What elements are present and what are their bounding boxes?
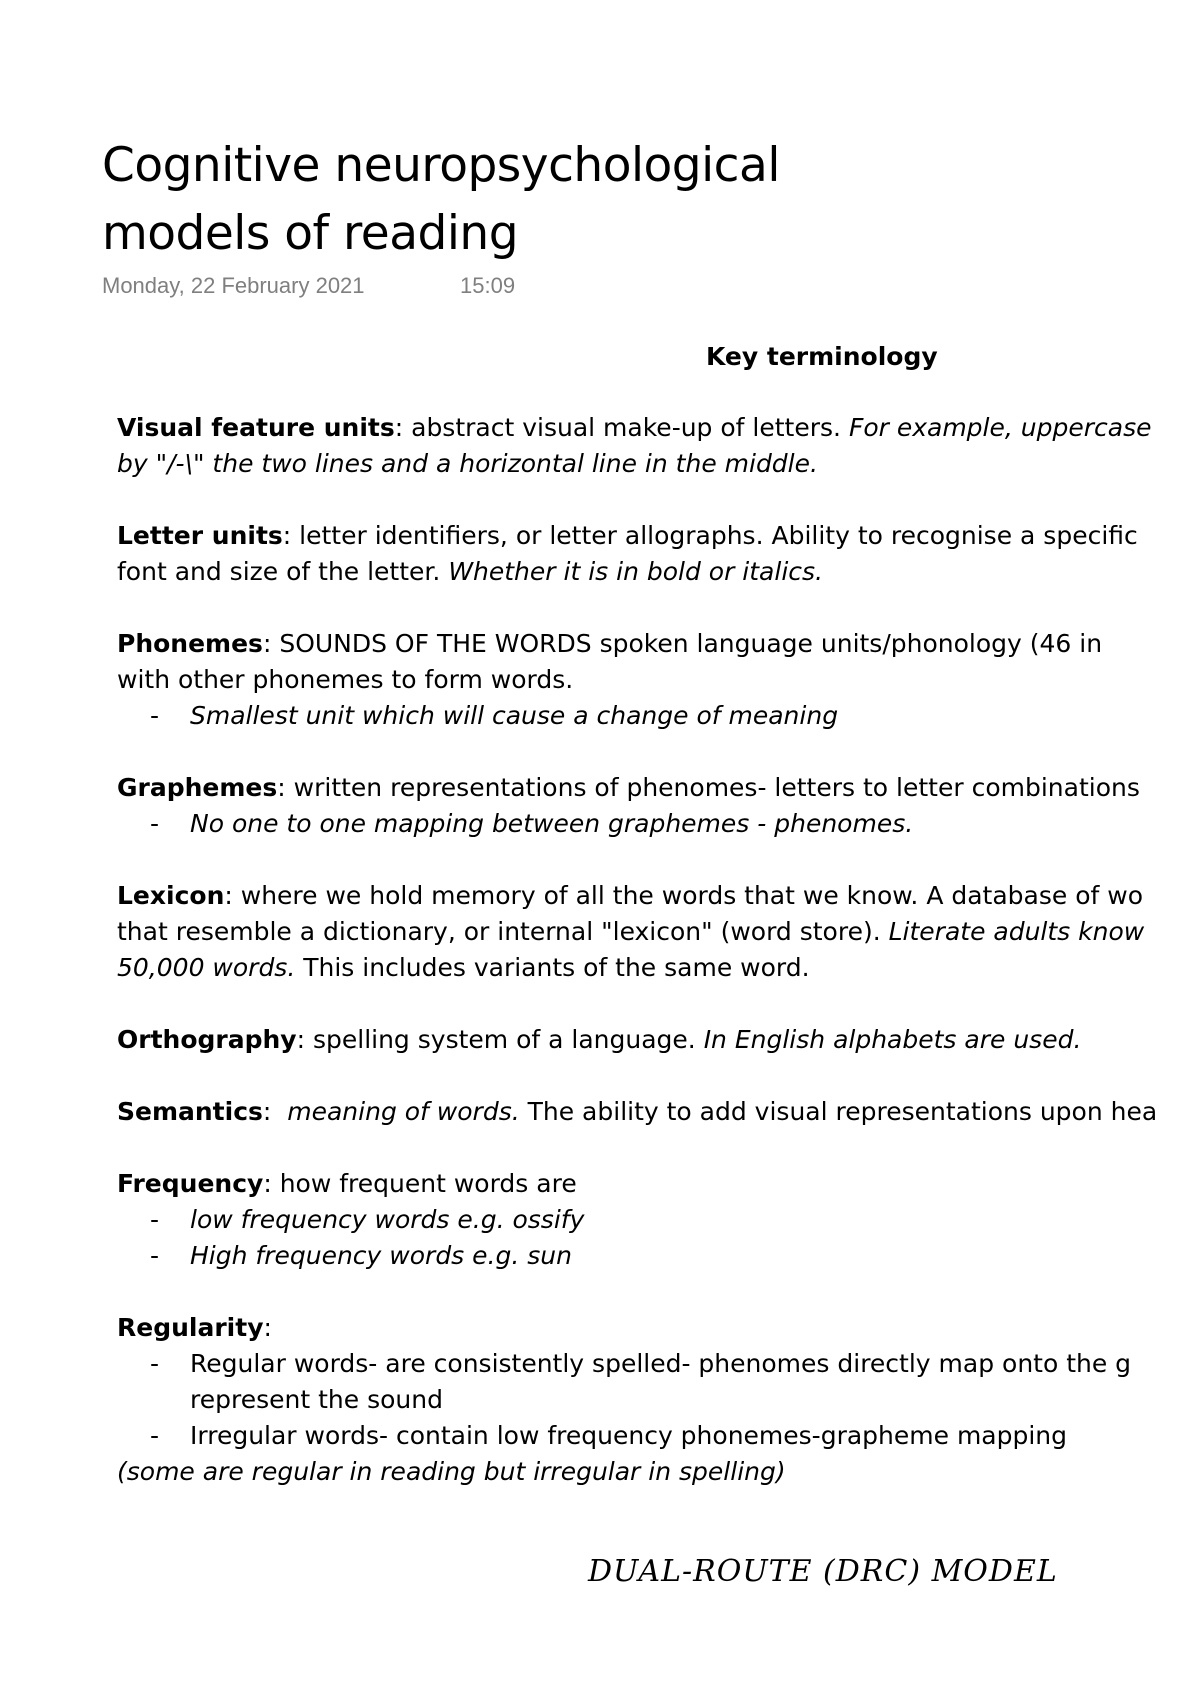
section-heading: Key terminology	[706, 342, 938, 371]
page-title	[102, 132, 1102, 268]
letter-units-line-2: font and size of the letter. Whether it is in bold or italics.	[117, 557, 823, 586]
term-phonemes: Phonemes	[117, 629, 263, 658]
regularity-bullet-irregular: Irregular words- contain low frequency phonemes-grapheme mapping	[190, 1421, 1068, 1450]
bullet-marker: -	[150, 701, 160, 730]
title-line-1: Cognitive neuropsychological	[102, 138, 780, 193]
title-line-2: models of reading	[102, 206, 519, 261]
regularity-bullet-regular: Regular words- are consistently spelled- phenomes directly map onto the g	[190, 1349, 1132, 1378]
lexicon-line-3: 50,000 words. This includes variants of the same word.	[117, 953, 810, 982]
frequency-line: Frequency: how frequent words are	[117, 1169, 577, 1198]
phonemes-bullet: Smallest unit which will cause a change of meaning	[190, 701, 839, 730]
bullet-marker: -	[150, 1241, 160, 1270]
graphemes-bullet: No one to one mapping between graphemes - phenomes.	[190, 809, 914, 838]
lexicon-line-1: Lexicon: where we hold memory of all the words that we know. A database of wo	[117, 881, 1144, 910]
frequency-bullet-low: low frequency words e.g. ossify	[190, 1205, 585, 1234]
orthography-line: Orthography: spelling system of a language. In English alphabets are used.	[117, 1025, 1082, 1054]
term-graphemes: Graphemes	[117, 773, 278, 802]
letter-units-line-1: Letter units: letter identifiers, or letter allographs. Ability to recognise a specific	[117, 521, 1138, 550]
note-time: 15:09	[460, 273, 516, 298]
term-frequency: Frequency	[117, 1169, 264, 1198]
term-orthography: Orthography	[117, 1025, 297, 1054]
bullet-marker: -	[150, 1421, 160, 1450]
visual-feature-line-1: Visual feature units: abstract visual make-up of letters. For example, uppercase	[117, 413, 1152, 442]
term-semantics: Semantics	[117, 1097, 263, 1126]
regularity-line: Regularity:	[117, 1313, 272, 1342]
graphemes-line-1: Graphemes: written representations of phenomes- letters to letter combinations	[117, 773, 1140, 802]
bullet-marker: -	[150, 809, 160, 838]
regularity-bullet-regular-cont: represent the sound	[190, 1385, 443, 1414]
phonemes-line-1: Phonemes: SOUNDS OF THE WORDS spoken language units/phonology (46 in	[117, 629, 1103, 658]
bullet-marker: -	[150, 1205, 160, 1234]
lexicon-line-2: that resemble a dictionary, or internal "lexicon" (word store). Literate adults know	[117, 917, 1145, 946]
visual-feature-line-2: by "/-\" the two lines and a horizontal line in the middle.	[117, 449, 818, 478]
term-regularity: Regularity	[117, 1313, 264, 1342]
next-section-heading: DUAL-ROUTE (DRC) MODEL	[588, 1554, 1058, 1589]
term-lexicon: Lexicon	[117, 881, 225, 910]
term-visual-feature-units: Visual feature units	[117, 413, 395, 442]
regularity-note: (some are regular in reading but irregular in spelling)	[117, 1457, 786, 1486]
frequency-bullet-high: High frequency words e.g. sun	[190, 1241, 572, 1270]
phonemes-line-2: with other phonemes to form words.	[117, 665, 574, 694]
term-letter-units: Letter units	[117, 521, 283, 550]
bullet-marker: -	[150, 1349, 160, 1378]
note-date: Monday, 22 February 2021	[102, 273, 365, 298]
semantics-line: Semantics: meaning of words. The ability to add visual representations upon hea	[117, 1097, 1158, 1126]
